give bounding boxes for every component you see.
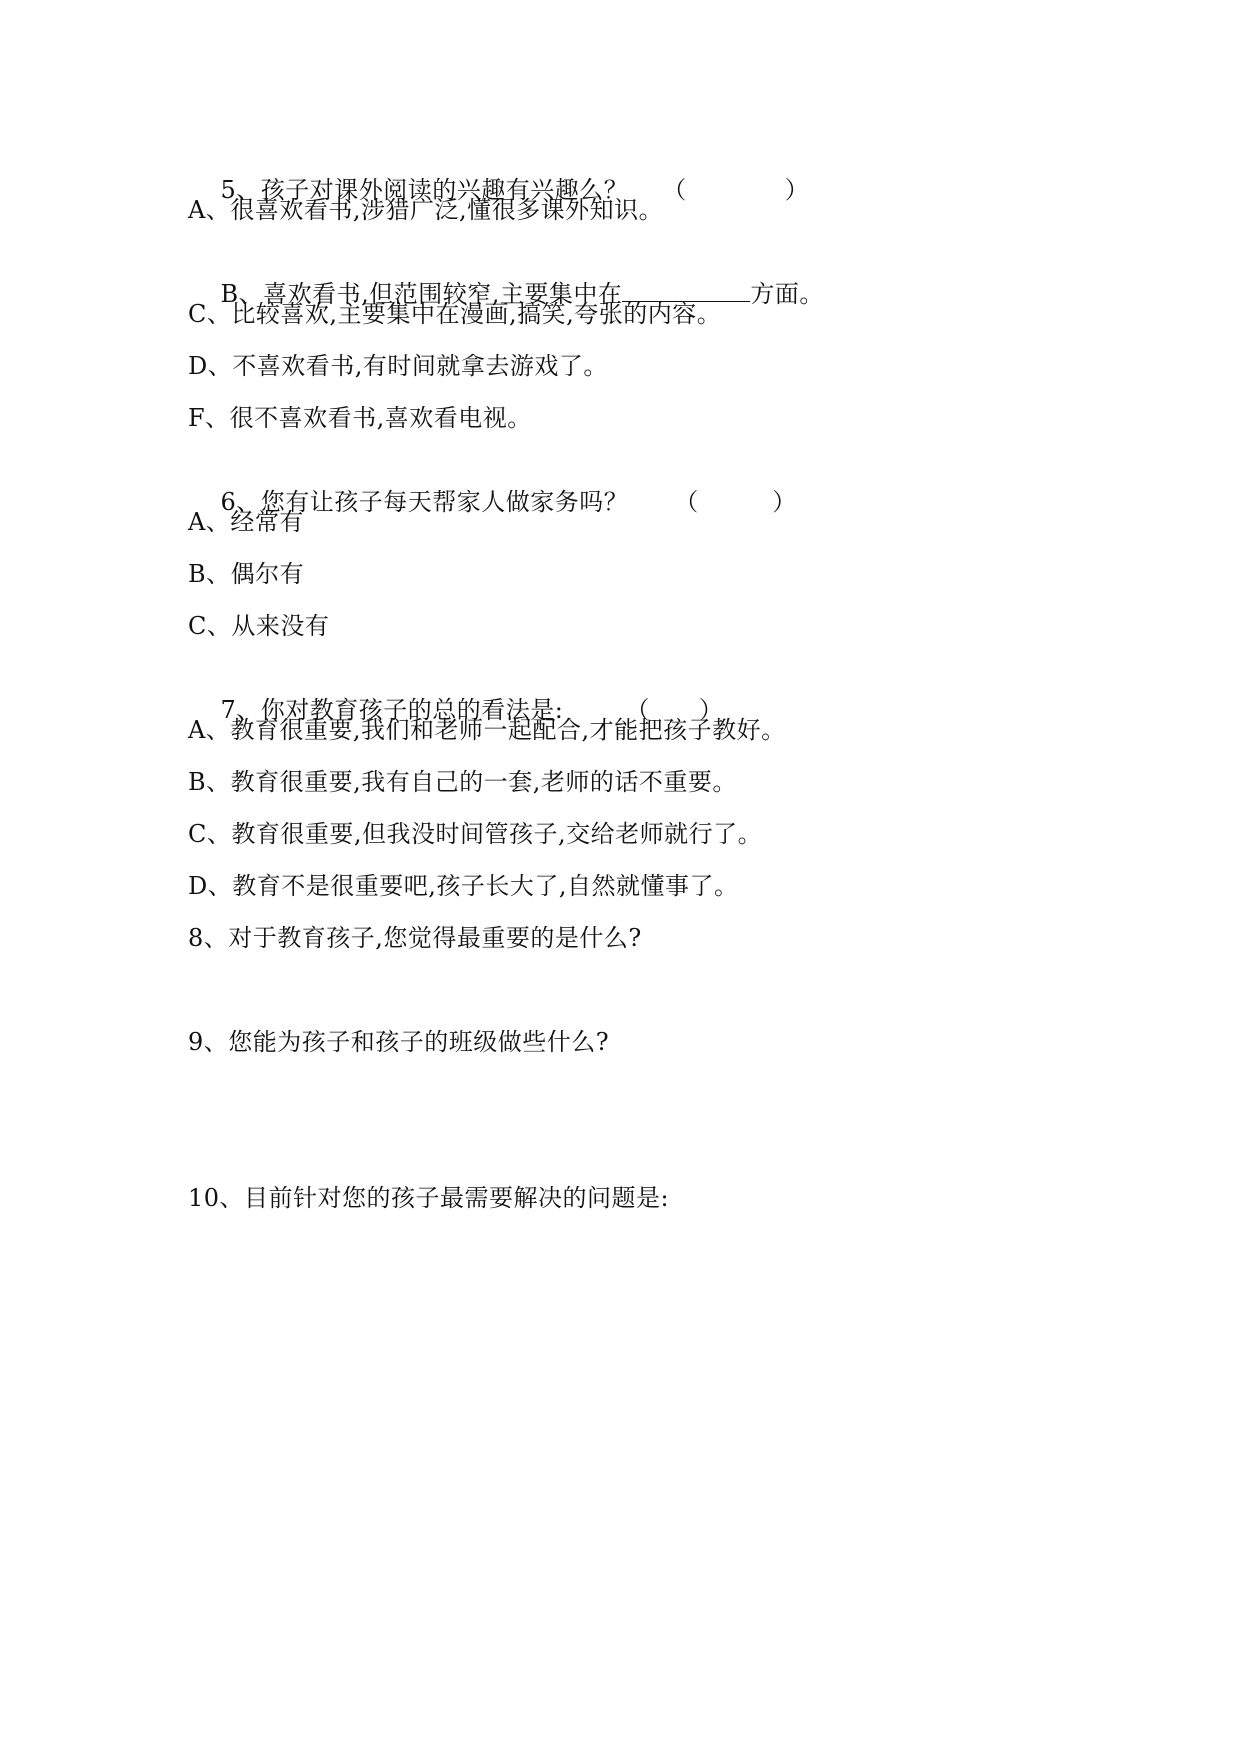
question-8: 8、对于教育孩子,您觉得最重要的是什么? (188, 924, 642, 952)
question-6-option-c: C、从来没有 (188, 612, 330, 640)
question-7-text: 7、你对教育孩子的总的看法是: (220, 696, 564, 724)
question-6-option-a: A、经常有 (188, 508, 304, 536)
question-6-answer-paren: （ ） (674, 488, 797, 516)
question-7-option-a: A、教育很重要,我们和老师一起配合,才能把孩子教好。 (188, 716, 786, 744)
question-10: 10、目前针对您的孩子最需要解决的问题是: (188, 1184, 670, 1212)
question-5-option-b-after: 方面。 (750, 280, 824, 308)
question-5-text: 5、孩子对课外阅读的兴趣有兴趣么？ (220, 176, 629, 204)
question-5-option-c: C、比较喜欢,主要集中在漫画,搞笑,夸张的内容。 (188, 300, 722, 328)
question-7-option-c: C、教育很重要,但我没时间管孩子,交给老师就行了。 (188, 820, 763, 848)
question-5-option-f: F、很不喜欢看书,喜欢看电视。 (188, 404, 532, 432)
question-6-text: 6、您有让孩子每天帮家人做家务吗？ (220, 488, 629, 516)
question-9: 9、您能为孩子和孩子的班级做些什么? (188, 1028, 610, 1056)
question-5-option-a: A、很喜欢看书,涉猎广泛,懂很多课外知识。 (188, 196, 664, 224)
question-5-option-d: D、不喜欢看书,有时间就拿去游戏了。 (188, 352, 608, 380)
question-5-option-b-before: B、喜欢看书,但范围较窄,主要集中在 (220, 280, 623, 308)
question-5-answer-paren: （ ） (662, 176, 810, 204)
question-7-option-d: D、教育不是很重要吧,孩子长大了,自然就懂事了。 (188, 872, 739, 900)
question-6-option-b: B、偶尔有 (188, 560, 305, 588)
question-7-option-b: B、教育很重要,我有自己的一套,老师的话不重要。 (188, 768, 737, 796)
question-7-answer-paren: （ ） (625, 696, 724, 724)
